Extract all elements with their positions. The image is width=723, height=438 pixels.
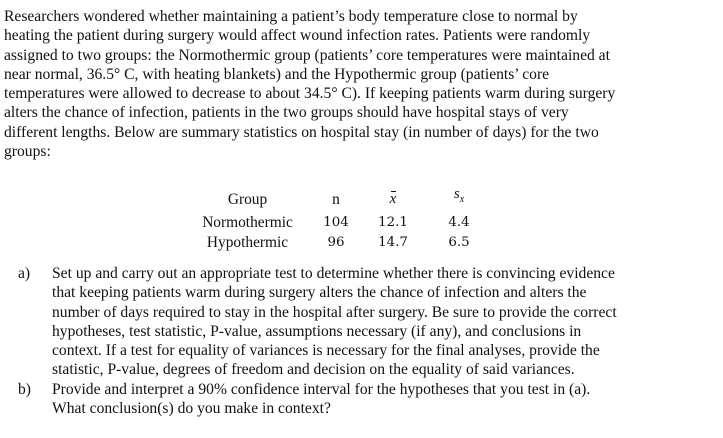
questions-list [18,264,718,418]
header-n: n [332,190,340,208]
intro-line: assigned to two groups: the Normothermic group (patients’ core temperatures were maintained at [4,46,610,64]
question-line: context. If a test for equality of variances is necessary for the final analyses, provide the [52,342,600,360]
question-body [52,264,718,380]
summary-statistics-table [180,186,489,252]
intro-line: different lengths. Below are summary statistics on hospital stay (in number of days) for the two [4,123,599,141]
row-group: Normothermic [202,213,293,231]
intro-line: Researchers wondered whether maintaining a patient’s body temperature close to normal by [4,8,578,25]
intro-line: near normal, 36.5° C, with heating blankets) and the Hypothermic group (patients’ core [4,65,550,83]
intro-line: temperatures were allowed to decrease to about 34.5° C). If keeping patients warm during surgery [4,85,616,103]
question-line: number of days required to stay in the hospital after surgery. Be sure to provide the correct [52,303,617,321]
question-b [18,380,718,419]
xbar-symbol: x [390,190,397,210]
question-line: Provide and interpret a 90% confidence interval for the hypotheses that you test in (a). [52,380,591,398]
question-a [18,264,718,380]
table-row [180,212,489,232]
header-group: Group [227,190,268,208]
question-line: statistic, P-value, degrees of freedom and decision on the equality of said variances. [52,361,575,379]
sd-symbol: s [453,185,460,202]
row-n: 104 [323,214,349,230]
table-header-row [180,186,489,209]
row-sd: 4.4 [448,214,470,230]
intro-line: heating the patient during surgery would affect wound infection rates. Patients were randomly [4,27,591,45]
question-line: Set up and carry out an appropriate test to determine whether there is convincing evidence [52,265,615,282]
question-label: a) [18,265,31,282]
question-body [52,380,718,419]
question-line: that keeping patients warm during surgery alters the chance of infection and alters the [52,284,587,302]
intro-line: alters the chance of infection, patients in the two groups should have hospital stays of very [4,104,569,122]
intro-line: groups: [4,143,51,161]
table-row [180,232,489,252]
row-sd: 6.5 [448,234,470,250]
sd-subscript: x [459,193,465,205]
question-label: b) [18,380,31,398]
row-n: 96 [327,234,345,250]
question-line: What conclusion(s) do you make in context? [52,400,331,418]
header-sd [429,185,489,210]
question-line: hypotheses, test statistic, P-value, assumptions necessary (if any), and conclusions in [52,322,582,340]
problem-intro [4,7,720,161]
row-group: Hypothermic [206,233,289,251]
row-mean: 14.7 [378,234,408,250]
header-mean [357,190,429,210]
row-mean: 12.1 [378,214,408,230]
